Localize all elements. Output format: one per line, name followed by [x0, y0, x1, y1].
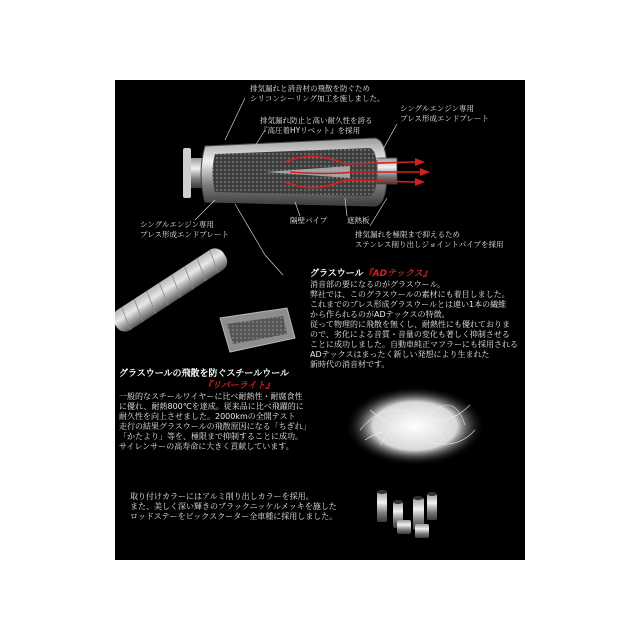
steelwool-heading-accent: 『リバーライト』: [203, 381, 275, 391]
glasswool-heading-accent: 『ADテックス』: [363, 269, 432, 279]
glasswool-heading-prefix: グラスウール: [310, 269, 364, 279]
glasswool-roll-photo: [115, 245, 231, 336]
callout-hy-rivet: 排気漏れ防止と高い耐久性を誇る 『高圧着HYリベット』を採用: [260, 116, 373, 135]
aluminum-collars-photo: [377, 490, 437, 538]
callout-partition-pipe: 隔壁パイプ: [290, 216, 328, 225]
glasswool-heading: [310, 266, 432, 279]
steelwool-heading: グラスウールの飛散を防ぐスチールウール: [119, 369, 290, 379]
callout-endplate-left: シングルエンジン専用 プレス形成エンドプレート: [140, 220, 229, 239]
collar-description: 取り付けカラーにはアルミ削り出しカラーを採用。 また、美しく深い輝きのブラックニッケルメッキを施した ロッドステーをビックスクーター全車種に採用しました。: [130, 492, 338, 521]
callout-heat-shield: 遮熱板: [347, 216, 370, 225]
glasswool-description: 消音部の要になるのがグラスウール。 弊社では、このグラスウールの素材にも着目しました。 これまでのプレス形成グラスウールとは違い1本の繊維 から作られるのがADテックスの特徴。 従って物理的に飛散を無くし、耐熱性にも優れておりま ので、劣化による音質・音量の変化も著しく抑制させる ことに成功しました。自動車純正マフラーにも採用される ADテックスはまったく新しい発想により生まれた 新時代の消音材です。: [310, 280, 518, 369]
product-feature-panel: [115, 80, 525, 560]
steelwool-description: 一般的なスチールワイヤーに比べ耐熱性・耐腐食性 に優れ、耐熱800℃を達成。従来品に比べ飛躍的に 耐久性を向上させました。2000kmの全開テスト 走行の結果グラスウールの飛散原因になる「ちぎれ」 「かたより」等を、極限まで抑制することに成功。 サイレンサーの高寿命に大きく貢献しています。: [119, 392, 311, 451]
callout-silicone-seal: 排気漏れと消音材の飛散を防ぐため シリコンシーリング加工を施しました。: [250, 84, 385, 103]
callout-endplate-right: シングルエンジン専用 プレス形成エンドプレート: [400, 104, 489, 123]
glass-fiber-photo: [345, 386, 485, 466]
steelwool-pad-photo: [220, 308, 295, 352]
callout-joint-pipe: 排気漏れを極限まで抑えるため ステンレス削り出しジョイントパイプを採用: [355, 230, 504, 249]
